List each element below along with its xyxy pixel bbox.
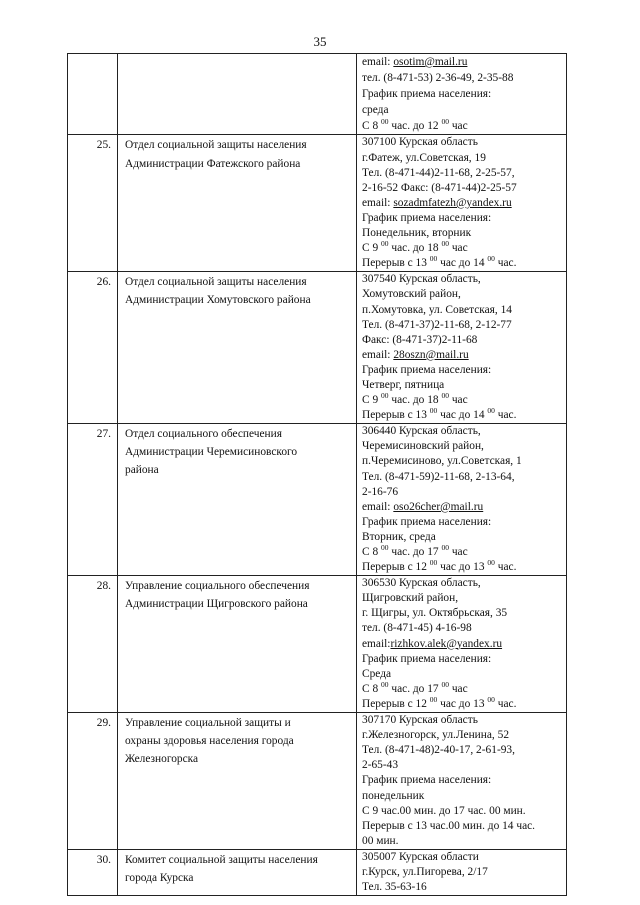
contact-text: График приема населения: (362, 88, 492, 101)
contact-line (357, 515, 566, 530)
contact-line (357, 804, 566, 819)
contact-text: 2-65-43 (362, 759, 399, 772)
contact-text: 2-16-52 Факс: (8-471-44)2-25-57 (362, 181, 517, 194)
contact-text: час до 14 (437, 257, 488, 270)
email-link[interactable]: 28oszn@mail.ru (393, 348, 469, 361)
contact-text: 306530 Курская область, (362, 577, 481, 590)
organization-cell (118, 424, 357, 576)
contact-text: С 9 (362, 394, 381, 407)
contact-text: час (448, 394, 468, 407)
time-superscript: 00 (487, 406, 495, 416)
time-superscript: 00 (441, 543, 449, 552)
table-row (68, 272, 567, 424)
organization-name-line: Железногорска (125, 753, 199, 766)
time-superscript: 00 (429, 406, 438, 416)
institutions-table (67, 53, 567, 896)
contact-line (357, 439, 566, 454)
entry-number-cell (68, 54, 118, 135)
contact-line (357, 679, 566, 697)
entry-number: 27. (96, 428, 111, 441)
contact-line (357, 743, 566, 758)
time-superscript: 00 (381, 543, 389, 552)
contact-line (357, 819, 566, 834)
entry-number-cell (68, 576, 118, 713)
contact-text: час до 13 (437, 697, 488, 710)
contact-line (357, 621, 566, 636)
time-superscript: 00 (429, 254, 438, 264)
contact-text: Тел. (8-471-48)2-40-17, 2-61-93, (362, 744, 515, 757)
contact-line (357, 865, 566, 880)
time-superscript: 00 (487, 694, 495, 704)
entry-number-cell (68, 135, 118, 272)
contact-text: Понедельник, вторник (362, 227, 472, 240)
time-superscript: 00 (381, 679, 389, 689)
contact-text: тел. (8-471-53) 2-36-49, 2-35-88 (362, 72, 514, 85)
table-row (68, 54, 567, 135)
organization-name-line: района (125, 464, 159, 477)
contact-line (357, 637, 566, 652)
contacts-cell (357, 576, 567, 713)
entry-number: 29. (96, 717, 111, 730)
contact-text: График приема населения: (362, 774, 492, 787)
contact-line (357, 211, 566, 226)
contact-text: г. Щигры, ул. Октябрьская, 35 (362, 607, 508, 620)
organization-cell (118, 849, 357, 895)
contact-line (357, 241, 566, 256)
contact-line (357, 348, 566, 363)
contact-text: Перерыв с 13 (362, 257, 430, 270)
contact-text: График приема населения: (362, 515, 492, 528)
contact-text: Тел. (8-471-37)2-11-68, 2-12-77 (362, 318, 512, 331)
time-superscript: 00 (381, 391, 389, 401)
contact-text: г.Фатеж, ул.Советская, 19 (362, 151, 486, 164)
contact-line (357, 470, 566, 485)
contact-text: Четверг, пятница (362, 378, 445, 391)
contact-line (357, 135, 566, 150)
contact-line (357, 303, 566, 318)
contact-text: Черемисиновский район, (362, 440, 484, 453)
contact-line (357, 287, 566, 302)
contact-text: 307100 Курская область (362, 136, 478, 149)
contact-line (357, 773, 566, 788)
organization-cell (118, 135, 357, 272)
contact-text: час. до 12 (388, 120, 442, 133)
contact-text: час. до 17 (388, 546, 442, 558)
organization-name-line: Управление социальной защиты и (125, 717, 291, 730)
contact-text: С 8 (362, 546, 381, 558)
page-number: 35 (313, 34, 327, 49)
organization-name-line: Администрации Хомутовского района (125, 294, 311, 307)
contact-line (357, 713, 566, 728)
organization-name-line: Управление социального обеспечения (125, 580, 310, 593)
time-superscript: 00 (381, 239, 389, 249)
time-superscript: 00 (429, 694, 438, 704)
contact-line (357, 758, 566, 773)
table-row (68, 576, 567, 713)
contact-line (357, 591, 566, 606)
time-superscript: 00 (441, 239, 449, 249)
contact-line (357, 485, 566, 500)
contacts-cell (357, 713, 567, 850)
contact-text: С 9 час.00 мин. до 17 час. 00 мин. (362, 804, 526, 817)
email-link[interactable]: rizhkov.alek@yandex.ru (390, 637, 503, 650)
table-row (68, 135, 567, 272)
contact-line (357, 196, 566, 211)
contact-text: С 8 (362, 120, 381, 133)
time-superscript: 00 (429, 558, 438, 568)
contact-line (357, 102, 566, 118)
contact-text: час. до 18 (388, 394, 442, 407)
contact-text: час (448, 120, 468, 133)
time-superscript: 00 (487, 254, 495, 264)
contact-line (357, 70, 566, 86)
contact-text: График приема населения: (362, 211, 492, 224)
contact-text: 307540 Курская область, (362, 273, 481, 286)
contact-text: Щигровский район, (362, 592, 459, 605)
email-label: email: (362, 196, 394, 209)
contact-text: Тел. (8-471-44)2-11-68, 2-25-57, (362, 166, 515, 179)
email-label: email: (362, 348, 394, 361)
email-label: email: (362, 56, 394, 68)
entry-number: 26. (96, 276, 111, 289)
contact-line (357, 151, 566, 166)
contact-line (357, 363, 566, 378)
contact-text: Тел. (8-471-59)2-11-68, 2-13-64, (362, 470, 515, 483)
contact-text: Перерыв с 12 (362, 697, 430, 710)
entry-number-cell (68, 272, 118, 424)
email-link[interactable]: oso26cher@mail.ru (393, 500, 484, 513)
organization-cell (118, 272, 357, 424)
contact-text: г.Железногорск, ул.Ленина, 52 (362, 729, 510, 742)
table-row (68, 713, 567, 850)
contact-line (357, 318, 566, 333)
entry-number: 28. (96, 580, 111, 593)
time-superscript: 00 (441, 679, 449, 689)
email-label: email: (362, 637, 391, 650)
contact-text: час. (494, 697, 517, 710)
table-row (68, 849, 567, 895)
contacts-cell (357, 54, 567, 135)
organization-name-line: Комитет социальной защиты населения (125, 853, 318, 866)
contact-line (357, 408, 566, 423)
organization-name-line: города Курска (125, 871, 194, 884)
contact-text: час. до 18 (388, 242, 442, 255)
contact-line (357, 880, 566, 895)
contact-line (357, 834, 566, 849)
contacts-cell (357, 849, 567, 895)
contact-line (357, 500, 566, 515)
contact-text: тел. (8-471-45) 4-16-98 (362, 622, 472, 635)
contact-line (357, 272, 566, 287)
contact-line (357, 86, 566, 102)
contact-text: час до 14 (437, 409, 488, 422)
contact-line (357, 850, 566, 865)
contact-text: час (448, 546, 468, 558)
contacts-cell (357, 272, 567, 424)
contacts-cell (357, 135, 567, 272)
contact-text: Перерыв с 13 (362, 409, 430, 422)
contact-line (357, 606, 566, 621)
contact-text: час. до 17 (388, 682, 442, 695)
contact-text: С 9 (362, 242, 381, 255)
contact-text: 305007 Курская области (362, 850, 479, 863)
time-superscript: 00 (381, 117, 389, 127)
contact-text: 307170 Курская область (362, 714, 478, 727)
contact-text: Перерыв с 13 час.00 мин. до 14 час. (362, 819, 536, 832)
contact-text: Среда (362, 667, 392, 680)
contact-line (357, 54, 566, 70)
contact-line (357, 181, 566, 196)
contact-text: Перерыв с 12 (362, 561, 430, 574)
organization-name-line: охраны здоровья населения города (125, 735, 294, 748)
contact-text: г.Курск, ул.Пигорева, 2/17 (362, 865, 488, 878)
contact-text: Хомутовский район, (362, 288, 461, 301)
contact-text: час. (494, 561, 517, 574)
contact-text: час (448, 682, 468, 695)
organization-name-line: Администрации Щигровского района (125, 598, 308, 611)
contact-text: Тел. 35-63-16 (362, 881, 427, 894)
contact-line (357, 694, 566, 712)
organization-cell (118, 54, 357, 135)
organization-name-line: Администрации Черемисиновского (125, 446, 298, 459)
contact-text: час (448, 242, 468, 255)
contact-text: График приема населения: (362, 363, 492, 376)
email-label: email: (362, 500, 394, 513)
contact-text: График приема населения: (362, 652, 492, 665)
contact-line (357, 728, 566, 743)
organization-name-line: Отдел социальной защиты населения (125, 139, 307, 152)
contacts-cell (357, 424, 567, 576)
contact-line (357, 166, 566, 181)
time-superscript: 00 (487, 558, 495, 568)
contact-line (357, 545, 566, 560)
organization-cell (118, 713, 357, 850)
email-link[interactable]: osotim@mail.ru (393, 56, 468, 68)
time-superscript: 00 (441, 391, 449, 401)
contact-text: 2-16-76 (362, 485, 399, 498)
entry-number: 30. (96, 853, 111, 866)
contact-text: п.Черемисиново, ул.Советская, 1 (362, 455, 522, 468)
contact-text: час до 13 (437, 561, 488, 574)
contact-line (357, 118, 566, 134)
contact-text: С 8 (362, 682, 381, 695)
contact-line (357, 424, 566, 439)
contact-line (357, 576, 566, 591)
time-superscript: 00 (441, 117, 449, 127)
table-row (68, 424, 567, 576)
contact-text: Вторник, среда (362, 530, 436, 543)
contact-text: Факс: (8-471-37)2-11-68 (362, 333, 478, 346)
organization-cell (118, 576, 357, 713)
contact-text: понедельник (362, 789, 425, 802)
organization-name-line: Отдел социального обеспечения (125, 428, 282, 441)
contact-text: среда (362, 104, 389, 117)
contact-line (357, 333, 566, 348)
contact-line (357, 560, 566, 575)
contact-line (357, 393, 566, 408)
entry-number-cell (68, 849, 118, 895)
entry-number-cell (68, 713, 118, 850)
contact-text: час. (494, 409, 517, 422)
table-body (68, 54, 567, 896)
organization-name-line: Отдел социальной защиты населения (125, 276, 307, 289)
entry-number-cell (68, 424, 118, 576)
contact-text: 306440 Курская область, (362, 425, 481, 438)
contact-line (357, 256, 566, 271)
contact-line (357, 652, 566, 667)
entry-number: 25. (96, 139, 111, 152)
contact-line (357, 454, 566, 469)
contact-text: час. (494, 257, 517, 270)
organization-name-line: Администрации Фатежского района (125, 157, 301, 170)
email-link[interactable]: sozadmfatezh@yandex.ru (393, 196, 512, 209)
contact-text: п.Хомутовка, ул. Советская, 14 (362, 303, 512, 316)
contact-text: 00 мин. (362, 834, 399, 847)
contact-line (357, 789, 566, 804)
